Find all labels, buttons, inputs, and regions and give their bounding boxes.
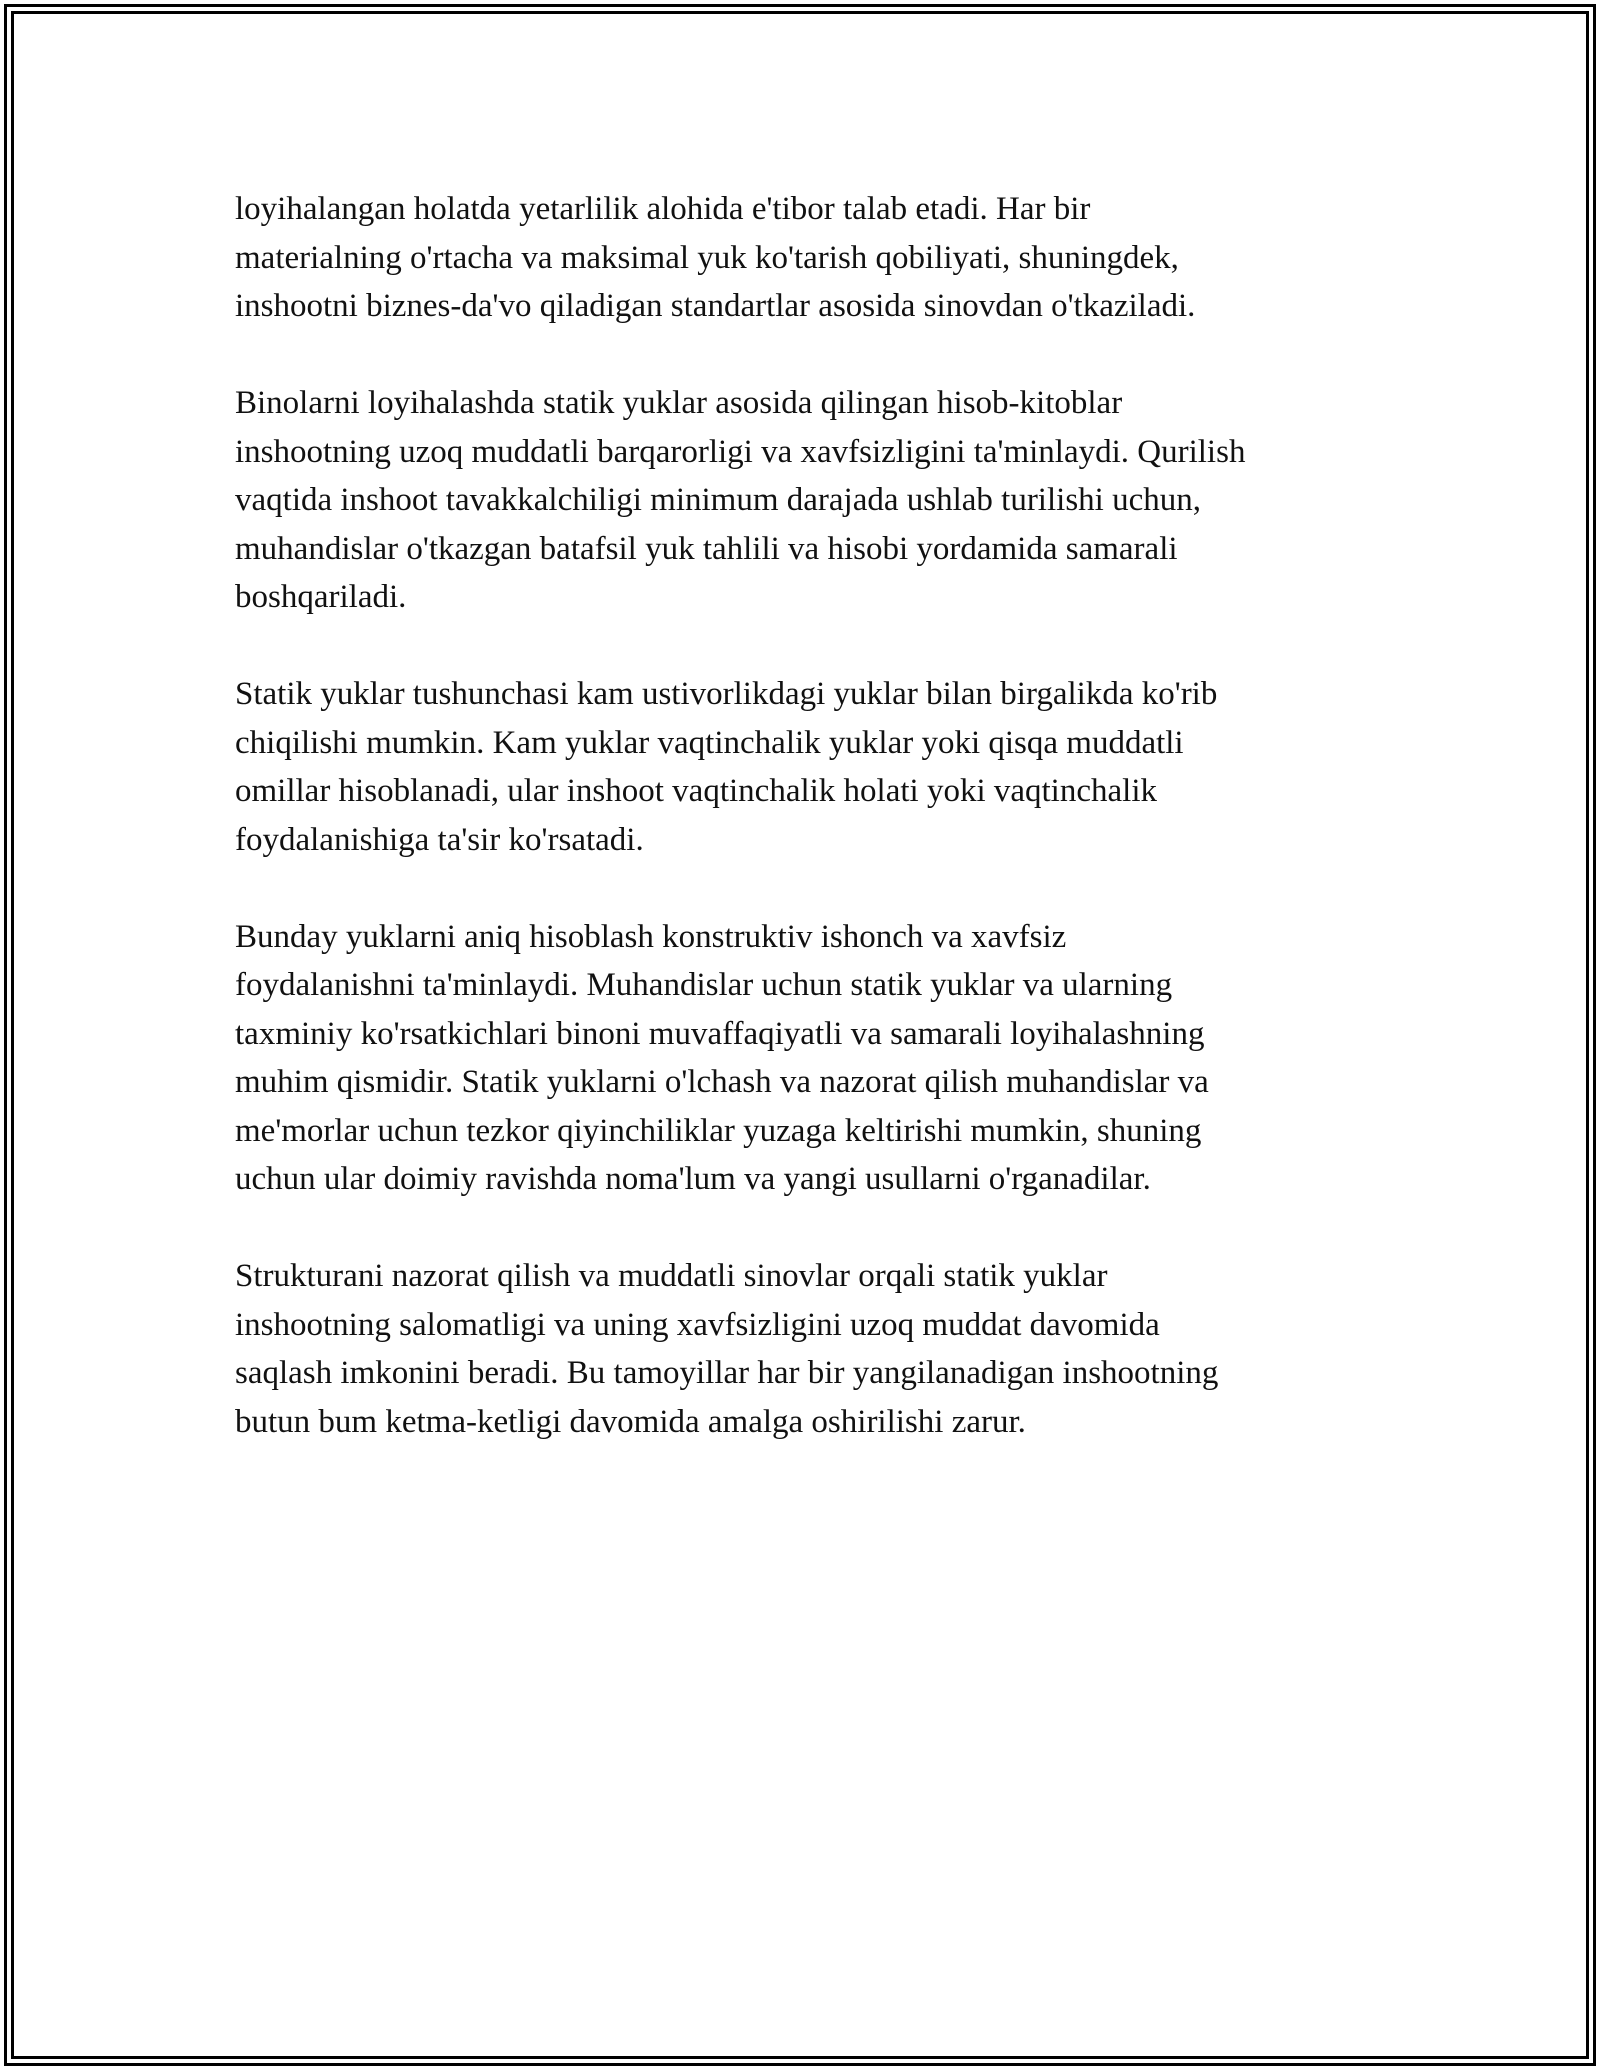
paragraph-5: Strukturani nazorat qilish va muddatli sinovlar orqali statik yuklar inshootning salomatligi va uning xavfsizligini uzoq muddat davomida saqlash imkonini beradi. Bu tamoyillar har bir yangilanadigan inshootning butun bum ketma-ketligi davomida amalga oshirilishi zarur. — [235, 1258, 1219, 1440]
document-body — [235, 185, 1405, 1495]
paragraph-1: loyihalangan holatda yetarlilik alohida e'tibor talab etadi. Har bir materialning o'rtacha va maksimal yuk ko'tarish qobiliyati, shuningdek, inshootni biznes-da'vo qiladigan standartlar asosida sinovdan o'tkaziladi. — [235, 191, 1196, 324]
paragraph-3: Statik yuklar tushunchasi kam ustivorlikdagi yuklar bilan birgalikda ko'rib chiqilishi mumkin. Kam yuklar vaqtinchalik yuklar yoki qisqa muddatli omillar hisoblanadi, ular inshoot vaqtinchalik holati yoki vaqtinchalik foydalanishiga ta'sir ko'rsatadi. — [235, 676, 1218, 858]
paragraph-2: Binolarni loyihalashda statik yuklar asosida qilingan hisob-kitoblar inshootning uzoq muddatli barqarorligi va xavfsizligini ta'minlaydi. Qurilish vaqtida inshoot tavakkalchiligi minimum darajada ushlab turilishi uchun, muhandislar o'tkazgan batafsil yuk tahlili va hisobi yordamida samarali boshqariladi. — [235, 385, 1246, 615]
paragraph-4: Bunday yuklarni aniq hisoblash konstruktiv ishonch va xavfsiz foydalanishni ta'minlaydi. Muhandislar uchun statik yuklar va ularning taxminiy ko'rsatkichlari binoni muvaffaqiyatli va samarali loyihalashning muhim qismidir. Statik yuklarni o'lchash va nazorat qilish muhandislar va me'morlar uchun tezkor qiyinchiliklar yuzaga keltirishi mumkin, shuning uchun ular doimiy ravishda noma'lum va yangi usullarni o'rganadilar. — [235, 918, 1209, 1197]
